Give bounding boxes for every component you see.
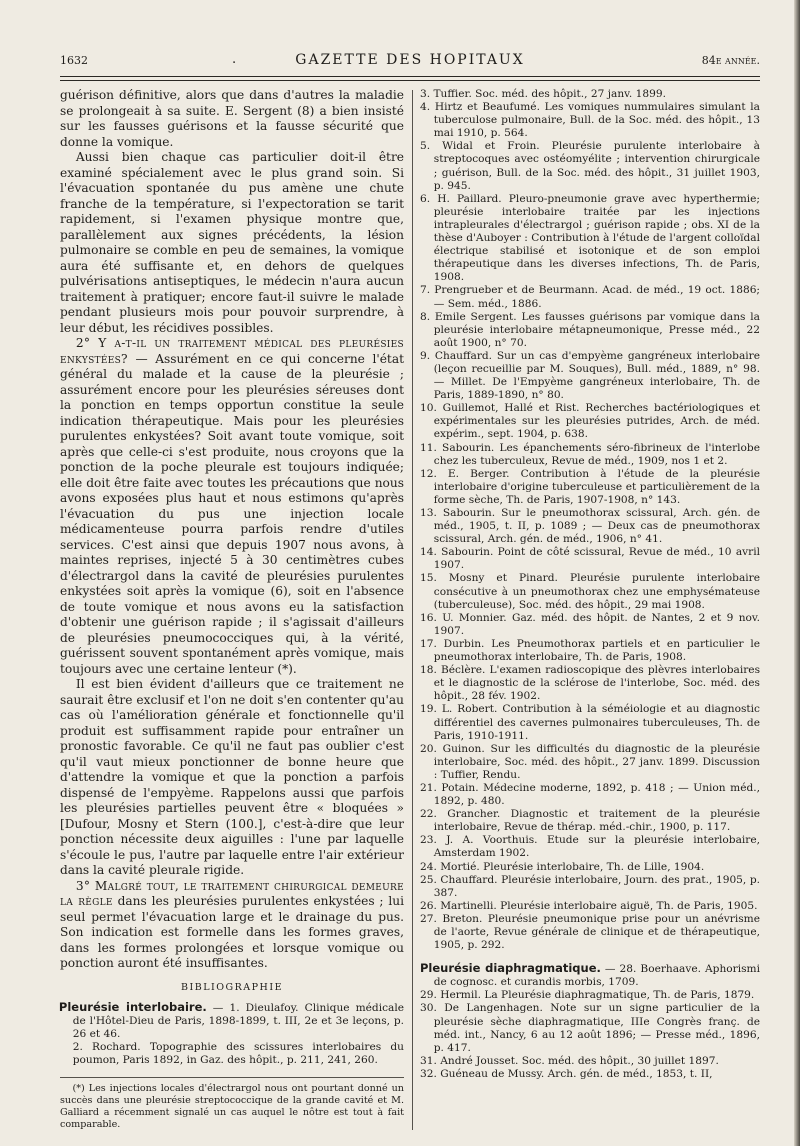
bibliography-list [420, 88, 760, 952]
bibliography-entry: 5. Widal et Froin. Pleurésie purulente interlobaire à streptocoques avec ostéomyélite ; intervention chirurgicale ; guérison, Bull. de la Soc. méd. des hôpit., 31 juillet 1903, p. 945. [420, 140, 760, 192]
header-dot: . [232, 52, 237, 67]
running-header [60, 52, 760, 70]
bibliography-entry-text: — 1. Dieulafoy. Clinique médicale de l'Hôtel-Dieu de Paris, 1898-1899, t. III, 2e et 3e leçons, p. 26 et 46. [72, 1002, 404, 1041]
left-column [60, 88, 404, 1131]
bibliography-entry: 14. Sabourin. Point de côté scissural, Revue de méd., 10 avril 1907. [420, 546, 760, 572]
bibliography-section-title: Pleurésie diaphragmatique. [420, 961, 601, 976]
bibliography-entry: 30. De Langenhagen. Note sur un signe particulier de la pleurésie sèche diaphragmatique, IIIe Congrès franç. de méd. int., Nancy, 6 au 12 août 1896; — Presse méd., 1896, p. 417. [420, 1002, 760, 1054]
section-heading: 2° Y a-t-il un traitement médical des pleurésies enkystées? [60, 336, 404, 366]
bibliography-entry: 22. Grancher. Diagnostic et traitement de la pleurésie interlobaire, Revue de thérap. méd.-chir., 1900, p. 117. [420, 808, 760, 834]
bibliography-entry: 15. Mosny et Pinard. Pleurésie purulente interlobaire consécutive à un pneumothorax chez une emphysémateuse (tuberculeuse), Soc. méd. des hôpit., 29 mai 1908. [420, 572, 760, 611]
paragraph: guérison définitive, alors que dans d'autres la maladie se prolongeait à sa suite. E. Sergent (8) a bien insisté sur les fausses guérisons et la fausse sécurité que donne la vomique. [60, 88, 404, 149]
bibliography-entry-text: — 28. Boerhaave. Aphorismi de cognosc. et curandis morbis, 1709. [433, 963, 760, 989]
bibliography-entry: 4. Hirtz et Beaufumé. Les vomiques nummulaires simulant la tuberculose pulmonaire, Bull. de la Soc. méd. des hôpit., 13 mai 1910, p. 564. [420, 101, 760, 140]
paragraph: Aussi bien chaque cas particulier doit-il être examiné spécialement avec le plus grand soin. Si l'évacuation spontanée du pus amène une chute franche de la température, si l'expectoration se tarit rapidement, si l'examen physique montre que, parallèlement aux signes précédents, la lésion pulmonaire se comble en peu de semaines, la vomique aura été suffisante et, en dehors de quelques pulvérisations antiseptiques, le médecin n'aura aucun traitement à pratiquer; encore faut-il suivre le malade pendant plusieurs mois pour pouvoir surprendre, à leur début, les récidives possibles. [60, 150, 404, 335]
bibliography-entry: 11. Sabourin. Les épanchements séro-fibrineux de l'interlobe chez les tuberculeux, Revue de méd., 1909, nos 1 et 2. [420, 441, 760, 467]
bibliography-entry: 3. Tuffier. Soc. méd. des hôpit., 27 janv. 1899. [420, 88, 666, 100]
bibliography-entry: 2. Rochard. Topographie des scissures interlobaires du poumon, Paris 1892, in Gaz. des hôpit., p. 211, 241, 260. [72, 1041, 404, 1067]
footnote-rule [60, 1077, 404, 1078]
bibliography-entry: 13. Sabourin. Sur le pneumothorax scissural, Arch. gén. de méd., 1905, t. II, p. 1089 ; — Deux cas de pneumothorax scissural, Arch. gén. de méd., 1906, n° 41. [420, 507, 760, 546]
bibliography-entry: 23. J. A. Voorthuis. Etude sur la pleurésie interlobaire, Amsterdam 1902. [420, 834, 760, 860]
right-column [420, 88, 760, 1081]
bibliography-entry: 18. Béclère. L'examen radioscopique des plèvres interlobaires et le diagnostic de la sclérose de l'interlobe, Soc. méd. des hôpit., 28 fév. 1902. [420, 664, 760, 703]
header-rule-thick [60, 76, 760, 77]
paragraph [60, 879, 404, 972]
header-rule-thin [60, 80, 760, 81]
page-edge-shadow [794, 0, 800, 1146]
bibliography-entry: 10. Guillemot, Hallé et Rist. Recherches bactériologiques et expérimentales sur les pleurésies putrides, Arch. de méd. expérim., sept. 1904, p. 638. [420, 402, 760, 441]
bibliography-entry: 7. Prengrueber et de Beurmann. Acad. de méd., 19 oct. 1886; — Sem. méd., 1886. [420, 284, 760, 310]
bibliography-entry: 24. Mortié. Pleurésie interlobaire, Th. de Lille, 1904. [420, 860, 705, 873]
bibliography-entry [420, 962, 760, 989]
bibliography-entry: 20. Guinon. Sur les difficultés du diagnostic de la pleurésie interlobaire, Soc. méd. des hôpit., 27 janv. 1899. Discussion : Tuffier, Rendu. [420, 742, 760, 781]
bibliography-entry: 27. Breton. Pleurésie pneumonique prise pour un anévrisme de l'aorte, Revue générale de clinique et de thérapeutique, 1905, p. 292. [420, 912, 760, 952]
bibliography-list [420, 989, 760, 1081]
bibliography-entry: 17. Durbin. Les Pneumothorax partiels et en particulier le pneumothorax interlobaire, Th. de Paris, 1908. [420, 637, 760, 664]
bibliography-entry: 19. L. Robert. Contribution à la séméiologie et au diagnostic différentiel des cavernes pulmonaires tuberculeuses, Th. de Paris, 1910-1911. [420, 703, 760, 742]
bibliography-entry: 25. Chauffard. Pleurésie interlobaire, Journ. des prat., 1905, p. 387. [420, 873, 760, 899]
journal-title: GAZETTE DES HOPITAUX [295, 52, 525, 68]
bibliography-entry [60, 1001, 404, 1041]
volume-year: 84e année. [701, 54, 760, 67]
paragraph-text: dans les pleurésies purulentes enkystées ; lui seul permet l'évacuation large et le drainage du pus. Son indication est formelle dans les formes graves, dans les formes prolongées et lorsque vomique ou ponction auront été insuffisantes. [60, 894, 404, 970]
bibliography-entry: 21. Potain. Médecine moderne, 1892, p. 418 ; — Union méd., 1892, p. 480. [420, 781, 760, 808]
bibliography-heading: BIBLIOGRAPHIE [180, 981, 284, 993]
paragraph-text: — Assurément en ce qui concerne l'état général du malade et la cause de la pleurésie ; assurément encore pour les pleurésies séreuses dont la ponction en temps opportun constitue la seule indication thérapeutique. Mais pour les pleurésies purulentes enkystées? Soit avant toute vomique, soit après que celle-ci s'est produite, nous croyons que la ponction de la poche pleurale est toujours indiquée; elle doit être faite avec toutes les précautions que nous avons exposées plus haut et nous estimons qu'après l'évacuation du pus une injection locale médicamenteuse pourra parfois rendre d'utiles services. C'est ainsi que depuis 1907 nous avons, à maintes reprises, injecté 5 à 30 centimètres cubes d'électrargol dans la cavité de pleurésies purulentes enkystées soit après la vomique (6), soit en l'absence de toute vomique et nous avons eu la satisfaction d'obtenir une guérison rapide ; il s'agissait d'ailleurs de pleurésies pneumococciques qui, à la vérité, guérissent souvent spontanément après vomique, mais toujours avec une certaine lenteur (*). [60, 351, 404, 676]
paragraph [60, 336, 404, 677]
bibliography-entry: 9. Chauffard. Sur un cas d'empyème gangréneux interlobaire (leçon recueillie par M. Souques), Bull. méd., 1889, n° 98. — Millet. De l'Empyème gangréneux interlobaire, Th. de Paris, 1889-1890, n° 80. [420, 349, 760, 402]
column-divider [412, 90, 413, 1130]
bibliography-entry: 32. Guéneau de Mussy. Arch. gén. de méd., 1853, t. II, [420, 1067, 713, 1080]
footnote: (*) Les injections locales d'électrargol nous ont pourtant donné un succès dans une pleurésie streptococcique de la grande cavité et M. Galliard a récemment signalé un cas auquel le nôtre est tout à fait comparable. [60, 1083, 404, 1130]
paragraph: Il est bien évident d'ailleurs que ce traitement ne saurait être exclusif et l'on ne doit s'en contenter qu'au cas où l'amélioration générale et fonctionnelle qu'il produit est suffisamment rapide pour entraîner un pronostic favorable. Ce qu'il ne faut pas oublier c'est qu'il vaut mieux ponctionner de bonne heure que d'attendre la vomique et que la ponction a parfois dispensé de l'empyème. Rappelons aussi que parfois les pleurésies partielles peuvent être « bloquées » [Dufour, Mosny et Stern (100.], c'est-à-dire que leur ponction nécessite deux aiguilles : l'une par laquelle s'écoule le pus, l'autre par laquelle entre l'air extérieur dans la cavité pleurale rigide. [60, 677, 404, 877]
bibliography-entry: 31. André Jousset. Soc. méd. des hôpit., 30 juillet 1897. [420, 1054, 719, 1067]
bibliography-entry: 12. E. Berger. Contribution à l'étude de la pleurésie interlobaire d'origine tuberculeuse et particulièrement de la forme sèche, Th. de Paris, 1907-1908, n° 143. [420, 467, 760, 506]
bibliography-entry: 16. U. Monnier. Gaz. méd. des hôpit. de Nantes, 2 et 9 nov. 1907. [420, 611, 760, 637]
bibliography-entry: 29. Hermil. La Pleurésie diaphragmatique, Th. de Paris, 1879. [420, 989, 755, 1002]
bibliography-entry: 26. Martinelli. Pleurésie interlobaire aiguë, Th. de Paris, 1905. [420, 899, 758, 912]
bibliography-entry: 8. Emile Sergent. Les fausses guérisons par vomique dans la pleurésie interlobaire métapneumonique, Presse méd., 22 août 1900, n° 70. [420, 310, 760, 349]
bibliography-entry: 6. H. Paillard. Pleuro-pneumonie grave avec hyperthermie; pleurésie interlobaire traitée par les injections intrapleurales d'électrargol ; guérison rapide ; obs. XI de la thèse d'Auboyer : Contribution à l'étude de l'argent colloïdal électrique stabilisé et isotonique et de son emploi thérapeutique dans les diverses infections, Th. de Paris, 1908. [420, 192, 760, 284]
bibliography-section-title: Pleurésie interlobaire. [58, 1000, 207, 1014]
section-heading: 3° Malgré tout, le traitement chirurgical demeure la règle [60, 878, 404, 908]
page-number: 1632 [60, 54, 88, 67]
